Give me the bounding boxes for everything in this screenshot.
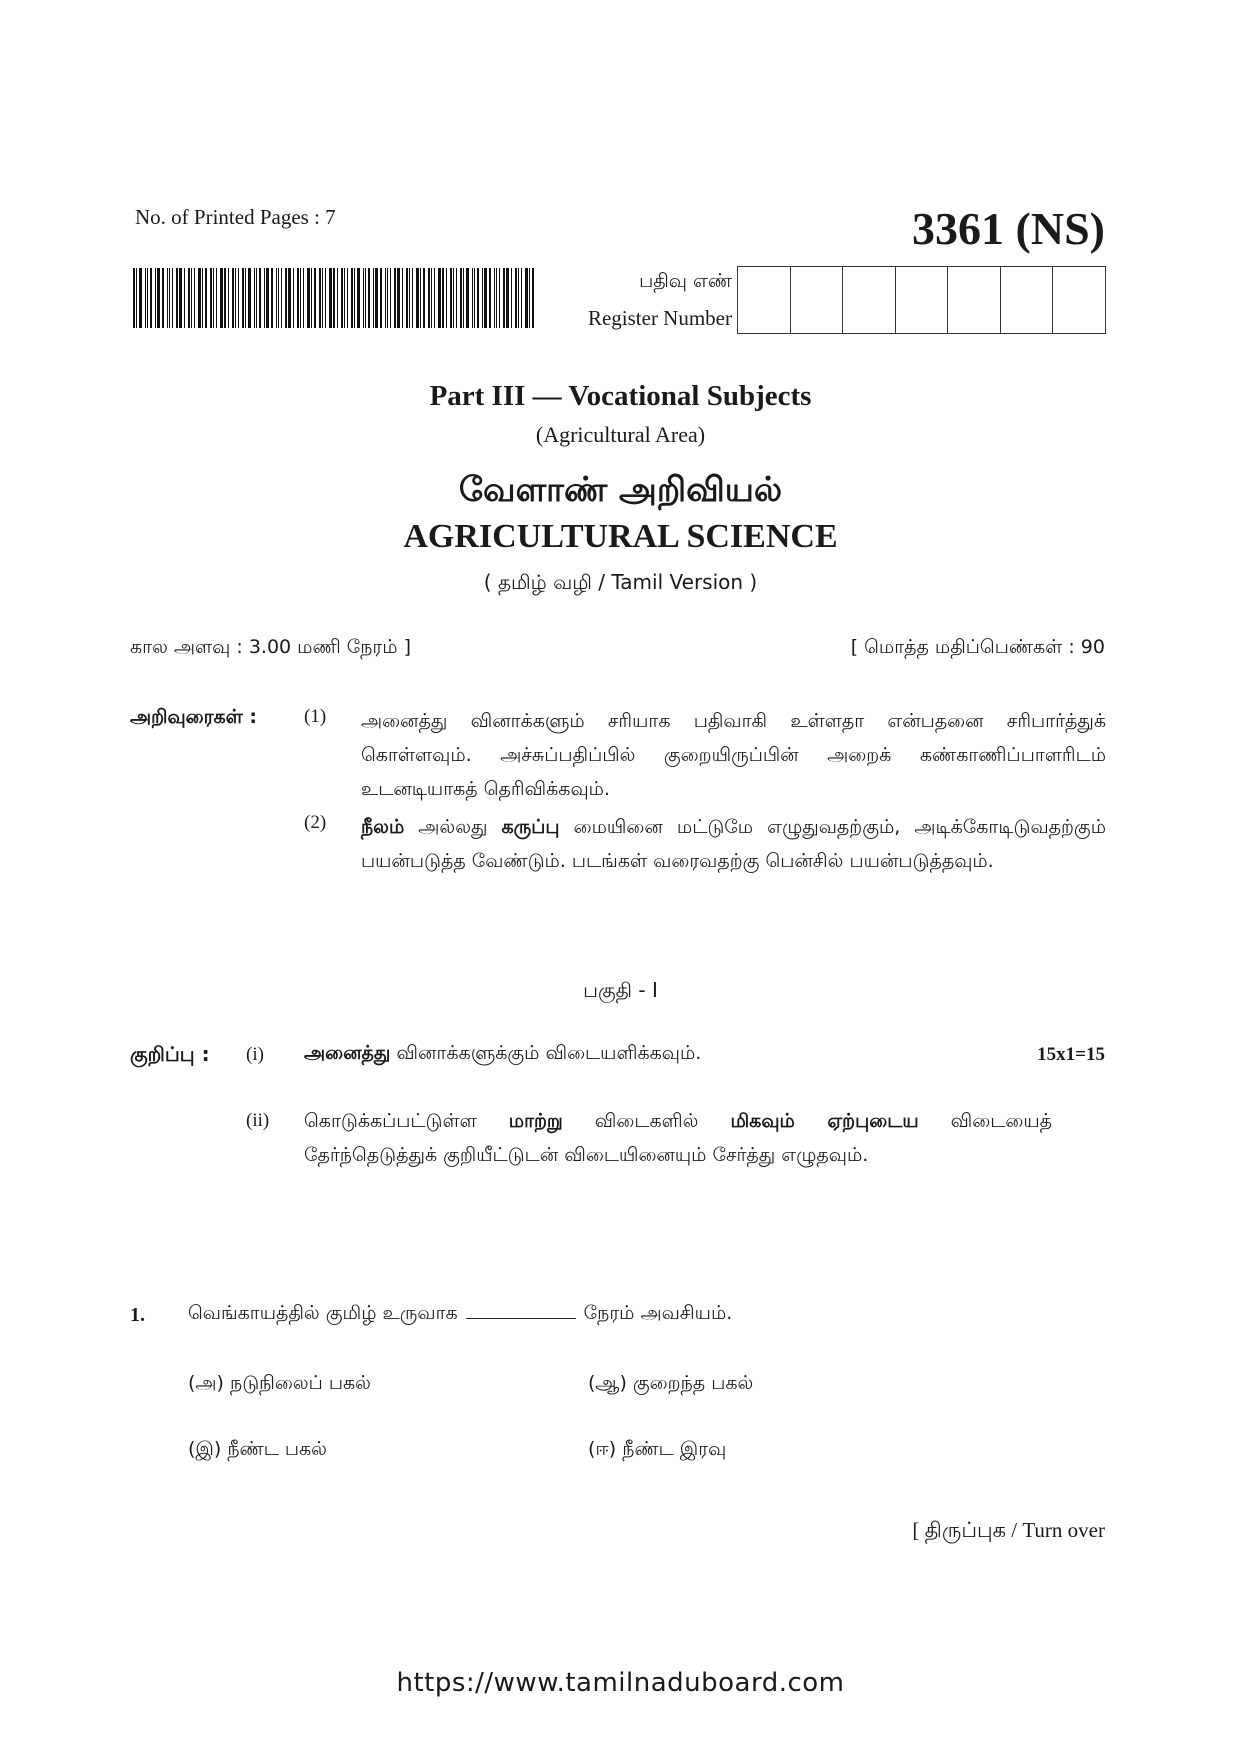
note-fragment: வினாக்களுக்கும் விடையளிக்கவும்.	[390, 1042, 702, 1064]
barcode-bar	[365, 268, 366, 328]
subject-title-tamil: வேளாண் அறிவியல்	[458, 470, 783, 510]
option-c	[188, 1438, 327, 1463]
part-title: Part III — Vocational Subjects	[429, 380, 812, 412]
note-number: (ii)	[246, 1110, 270, 1131]
barcode-bar	[463, 268, 464, 328]
barcode-bar	[228, 268, 229, 328]
barcode-bar	[145, 268, 146, 328]
option-text: நீண்ட இரவு	[622, 1438, 727, 1460]
instruction-number: (1)	[304, 706, 327, 727]
instruction-number: (2)	[304, 812, 327, 833]
barcode-bar	[167, 268, 168, 328]
barcode-bar	[162, 268, 164, 328]
option-d	[588, 1438, 726, 1463]
instructions-heading: அறிவுரைகள் :	[130, 706, 257, 728]
barcode-bar	[397, 268, 400, 328]
register-digit-box[interactable]	[1001, 267, 1054, 333]
barcode-bar	[198, 268, 201, 328]
register-digit-box[interactable]	[1053, 267, 1105, 333]
barcode-bar	[518, 268, 519, 328]
barcode-bar	[484, 268, 487, 328]
barcode-bar	[387, 268, 388, 328]
note-fragment: விடைகளில்	[562, 1110, 731, 1132]
barcode-bar	[322, 268, 323, 328]
option-b	[588, 1372, 753, 1397]
barcode-bar	[297, 268, 299, 328]
section-marks: 15x1=15	[1037, 1044, 1105, 1065]
barcode-bar	[416, 268, 419, 328]
option-text: நடுநிலைப் பகல்	[230, 1372, 371, 1394]
total-marks: [ மொத்த மதிப்பெண்கள் : 90	[850, 636, 1105, 658]
question-text	[188, 1302, 732, 1327]
option-text: குறைந்த பகல்	[632, 1372, 754, 1394]
barcode-bar	[456, 268, 457, 328]
barcode-bar	[276, 268, 277, 328]
barcode-bar	[446, 268, 447, 328]
barcode-bar	[341, 268, 343, 328]
barcode-bar	[184, 268, 185, 328]
section-title: பகுதி - I	[583, 978, 658, 1002]
barcode-bar	[472, 268, 473, 328]
barcode-bar	[242, 268, 244, 328]
barcode-bar	[194, 268, 195, 328]
register-label-tamil: பதிவு எண்	[639, 270, 732, 292]
instruction-fragment: மையினை மட்டுமே எழுதுவதற்கும், அடிக்கோடிடுவதற்கும் பயன்படுத்த வேண்டும். படங்கள் வரைவதற்கு பென்சில் பயன்படுத்தவும்.	[361, 816, 1106, 872]
register-digit-box[interactable]	[738, 267, 791, 333]
barcode-bar	[266, 268, 269, 328]
barcode-bar	[303, 268, 304, 328]
barcode-bar	[150, 268, 152, 328]
barcode-bar	[406, 268, 408, 328]
barcode-bar	[256, 268, 257, 328]
note-emphasis: மிகவும் ஏற்புடைய	[730, 1110, 919, 1132]
barcode-bar	[139, 268, 142, 328]
barcode-bar	[423, 268, 425, 328]
barcode-bar	[307, 268, 310, 328]
barcode-bar	[354, 268, 355, 328]
barcode-bar	[293, 268, 294, 328]
barcode-bar	[169, 268, 170, 328]
barcode-bar	[375, 268, 378, 328]
barcode-bar	[434, 268, 435, 328]
barcode-bar	[496, 268, 497, 328]
barcode-bar	[155, 268, 156, 328]
version-label: ( தமிழ் வழி / Tamil Version )	[483, 570, 758, 594]
barcode-bar	[431, 268, 432, 328]
barcode-bar	[288, 268, 291, 328]
barcode-bar	[220, 268, 223, 328]
barcode-bar	[466, 268, 469, 328]
barcode-bar	[248, 268, 251, 328]
option-text: நீண்ட பகல்	[227, 1438, 327, 1460]
barcode-bar	[442, 268, 444, 328]
register-digit-box[interactable]	[896, 267, 949, 333]
instruction-fragment: அல்லது	[404, 816, 502, 838]
barcode-bar	[202, 268, 203, 328]
paper-code: 3361 (NS)	[912, 203, 1105, 254]
barcode-bar	[489, 268, 491, 328]
barcode-bar	[474, 268, 475, 328]
barcode-bar	[357, 268, 360, 328]
barcode-bar	[503, 268, 505, 328]
question-fragment: வெங்காயத்தில் குமிழ் உருவாக	[188, 1302, 458, 1324]
barcode-bar	[428, 268, 430, 328]
barcode-bar	[205, 268, 207, 328]
barcode-bar	[521, 268, 522, 328]
register-number-boxes[interactable]	[737, 266, 1106, 334]
barcode-bar	[499, 268, 500, 328]
barcode-bar	[438, 268, 441, 328]
barcode-bar	[329, 268, 332, 328]
website-url[interactable]: https://www.tamilnaduboard.com	[396, 1668, 845, 1698]
question-fragment: நேரம் அவசியம்.	[583, 1302, 733, 1324]
barcode-bar	[515, 268, 517, 328]
barcode-bar	[482, 268, 483, 328]
register-label-english: Register Number	[587, 306, 732, 330]
barcode-bar	[232, 268, 234, 328]
barcode-bar	[281, 268, 282, 328]
area-subtitle: (Agricultural Area)	[535, 422, 706, 447]
barcode-bar	[347, 268, 348, 328]
option-label: (ஆ)	[588, 1372, 627, 1394]
barcode-bar	[271, 268, 273, 328]
register-digit-box[interactable]	[791, 267, 844, 333]
barcode-bar	[494, 268, 495, 328]
note-text	[304, 1104, 1052, 1172]
barcode-bar	[133, 268, 135, 328]
instruction-text	[361, 810, 1106, 878]
question-number: 1.	[130, 1304, 145, 1326]
barcode-bar	[210, 268, 212, 328]
barcode-bar	[311, 268, 312, 328]
barcode-bar	[420, 268, 421, 328]
barcode-bar	[179, 268, 182, 328]
exam-duration: கால அளவு : 3.00 மணி நேரம் ]	[130, 636, 411, 658]
subject-title-english: AGRICULTURAL SCIENCE	[403, 518, 838, 555]
barcode-bar	[390, 268, 391, 328]
barcode-bar	[325, 268, 326, 328]
barcode-bar	[147, 268, 148, 328]
turn-over-note: [ திருப்புக / Turn over	[912, 1518, 1105, 1542]
barcode-bar	[136, 268, 137, 328]
option-label: (அ)	[188, 1372, 224, 1394]
barcode-bar	[477, 268, 479, 328]
barcode-bar	[213, 268, 214, 328]
barcode-bar	[450, 268, 452, 328]
barcode-bar	[529, 268, 530, 328]
barcode-bar	[453, 268, 454, 328]
barcode-bar	[191, 268, 192, 328]
note-emphasis: மாற்று	[508, 1110, 563, 1132]
barcode	[133, 268, 539, 328]
barcode-bar	[235, 268, 236, 328]
barcode-bar	[188, 268, 190, 328]
option-label: (இ)	[188, 1438, 222, 1460]
note-emphasis: அனைத்து	[304, 1042, 391, 1064]
option-label: (ஈ)	[588, 1438, 617, 1460]
note-heading: குறிப்பு :	[130, 1042, 210, 1066]
barcode-bar	[380, 268, 382, 328]
barcode-bar	[373, 268, 374, 328]
barcode-bar	[409, 268, 410, 328]
note-number: (i)	[246, 1044, 264, 1065]
note-fragment: கொடுக்கப்பட்டுள்ள	[304, 1110, 509, 1132]
barcode-bar	[300, 268, 301, 328]
barcode-bar	[254, 268, 255, 328]
register-digit-box[interactable]	[948, 267, 1001, 333]
register-digit-box[interactable]	[843, 267, 896, 333]
barcode-bar	[264, 268, 265, 328]
barcode-bar	[402, 268, 403, 328]
barcode-bar	[525, 268, 528, 328]
barcode-bar	[363, 268, 364, 328]
barcode-bar	[394, 268, 396, 328]
answer-blank	[466, 1318, 576, 1319]
barcode-bar	[385, 268, 386, 328]
barcode-bar	[368, 268, 370, 328]
instruction-emphasis: நீலம்	[361, 816, 405, 838]
note-text	[304, 1042, 701, 1067]
barcode-bar	[224, 268, 226, 328]
barcode-bar	[333, 268, 335, 328]
barcode-bar	[157, 268, 160, 328]
printed-pages-count: No. of Printed Pages : 7	[135, 205, 336, 229]
barcode-bar	[344, 268, 345, 328]
note-fragment: விடையைத் தேர்ந்தெடுத்துக் குறியீட்டுடன் விடையினையும் சேர்த்து எழுதவும்.	[304, 1110, 1052, 1166]
barcode-bar	[245, 268, 246, 328]
barcode-bar	[238, 268, 239, 328]
barcode-bar	[259, 268, 261, 328]
barcode-bar	[319, 268, 321, 328]
barcode-bar	[172, 268, 173, 328]
barcode-bar	[532, 268, 534, 328]
instruction-text: அனைத்து வினாக்களும் சரியாக பதிவாகி உள்ளதா என்பதனை சரிபார்த்துக் கொள்ளவும். அச்சுப்பதிப்பில் குறையிருப்பின் அறைக் கண்காணிப்பாளரிடம் உடனடியாகத் தெரிவிக்கவும்.	[361, 710, 1106, 800]
barcode-bar	[176, 268, 178, 328]
barcode-bar	[278, 268, 279, 328]
instruction-emphasis: கருப்பு	[501, 816, 560, 838]
option-a	[188, 1372, 371, 1397]
barcode-bar	[337, 268, 338, 328]
barcode-bar	[460, 268, 462, 328]
barcode-bar	[216, 268, 217, 328]
barcode-bar	[314, 268, 316, 328]
barcode-bar	[412, 268, 413, 328]
barcode-bar	[285, 268, 287, 328]
barcode-bar	[506, 268, 509, 328]
barcode-bar	[511, 268, 512, 328]
barcode-bar	[351, 268, 353, 328]
